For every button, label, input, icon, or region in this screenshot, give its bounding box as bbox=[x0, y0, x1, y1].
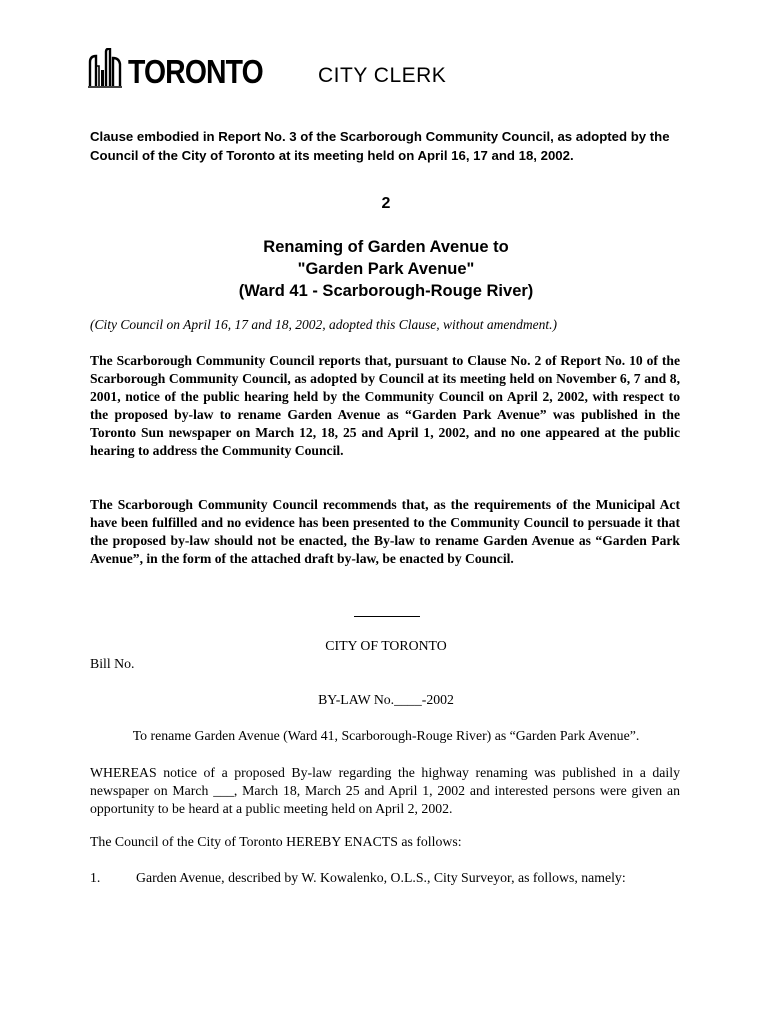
department-title: CITY CLERK bbox=[318, 64, 447, 87]
toronto-logo bbox=[88, 48, 285, 88]
clause-title-line-3: (Ward 41 - Scarborough-Rouge River) bbox=[238, 282, 534, 300]
recommendation-paragraph: The Scarborough Community Council recommends that, as the requirements of the Municipal Act have been fulfilled and no evidence has been presented to the Community Council to persuade it that the proposed by-law should not be enacted, the By-law to rename Garden Avenue as “Garden Park Avenue”, in the form of the attached draft by-law, be enacted by Council. bbox=[90, 497, 680, 566]
city-hall-icon bbox=[88, 48, 124, 88]
clause-intro: Clause embodied in Report No. 3 of the Scarborough Community Council, as adopted by the Council of the City of Toronto at its meeting held on April 16, 17 and 18, 2002. bbox=[90, 129, 670, 163]
report-paragraph: The Scarborough Community Council reports that, pursuant to Clause No. 2 of Report No. 10 of the Scarborough Community Council, as adopted by Council at its meeting held on November 6, 7 and 8, 2001, notice of the public hearing held by the Community Council on April 2, 2002, with respect to the proposed by-law to rename Garden Avenue as “Garden Park Avenue” was published in the Toronto Sun newspaper on March 12, 18, 25 and April 1, 2002, and no one appeared at the public hearing to address the Community Council. bbox=[90, 353, 680, 458]
clause-title bbox=[90, 236, 682, 302]
clause-title-line-1: Renaming of Garden Avenue to bbox=[263, 238, 509, 256]
logo-wordmark: TORONTO bbox=[128, 53, 263, 90]
bylaw-section-1 bbox=[90, 870, 682, 886]
bylaw-number: BY-LAW No.____-2002 bbox=[318, 692, 454, 707]
adoption-note: (City Council on April 16, 17 and 18, 2002, adopted this Clause, without amendment.) bbox=[90, 317, 557, 332]
whereas-clause: WHEREAS notice of a proposed By-law regarding the highway renaming was published in a daily newspaper on March ___, March 18, March 25 and April 1, 2002 and interested persons were given an opportunity to be heard at a public meeting held on April 2, 2002. bbox=[90, 765, 680, 816]
bill-number: Bill No. bbox=[90, 656, 135, 671]
letterhead bbox=[88, 44, 688, 104]
section-divider bbox=[354, 616, 420, 617]
enacting-clause: The Council of the City of Toronto HEREBY ENACTS as follows: bbox=[90, 834, 462, 849]
bylaw-heading: CITY OF TORONTO bbox=[325, 638, 447, 653]
bylaw-purpose: To rename Garden Avenue (Ward 41, Scarborough-Rouge River) as “Garden Park Avenue”. bbox=[132, 728, 640, 743]
clause-number: 2 bbox=[381, 195, 391, 212]
section-number: 1. bbox=[90, 870, 101, 885]
section-text: Garden Avenue, described by W. Kowalenko, O.L.S., City Surveyor, as follows, namely: bbox=[136, 870, 626, 885]
clause-title-line-2: "Garden Park Avenue" bbox=[297, 260, 475, 278]
